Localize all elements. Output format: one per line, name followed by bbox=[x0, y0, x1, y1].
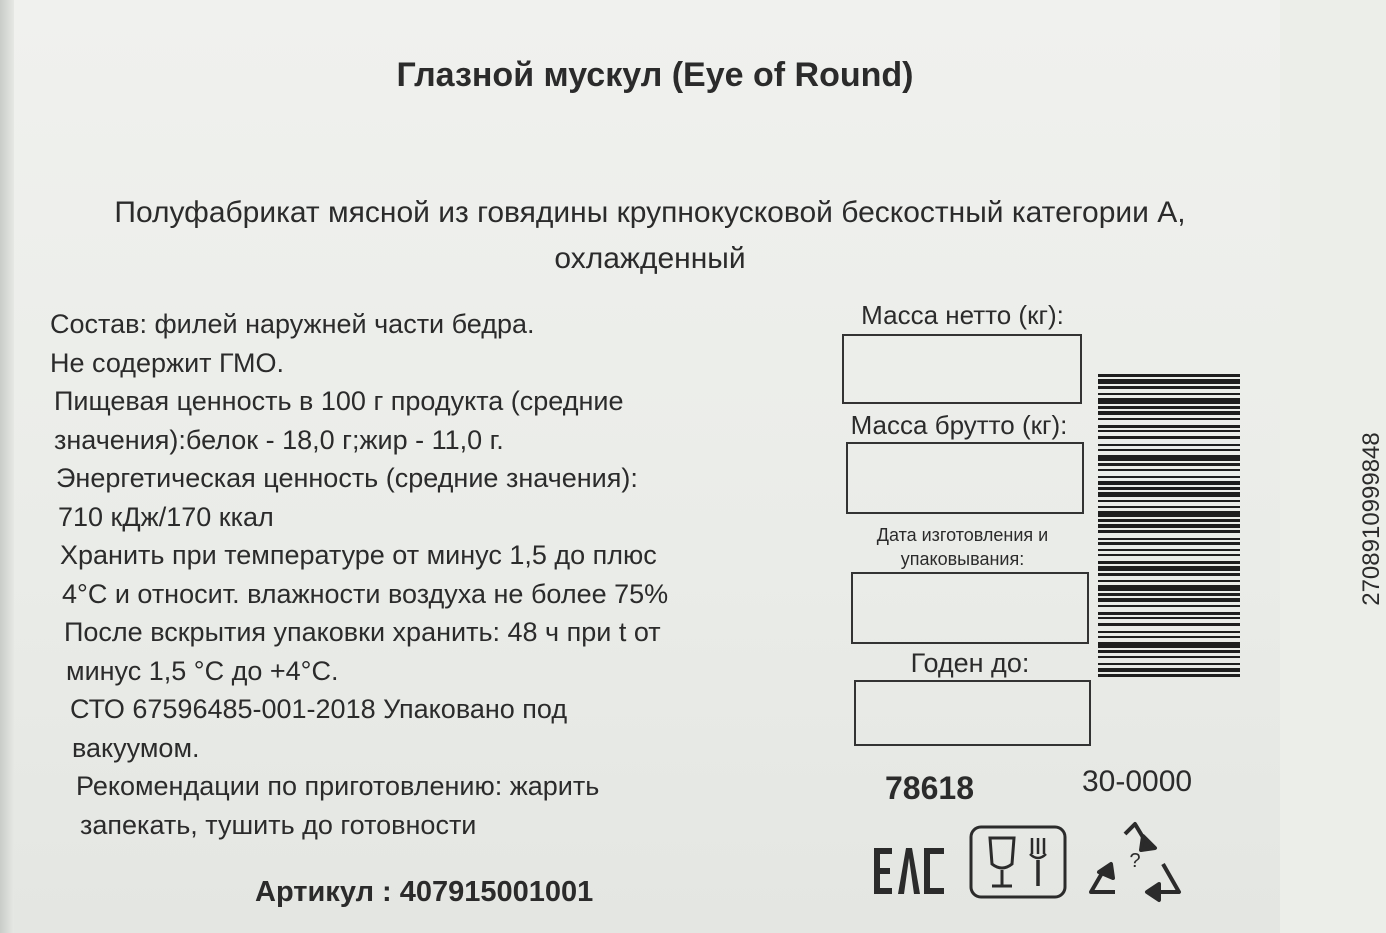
barcode-bar bbox=[1098, 585, 1240, 591]
barcode-bar bbox=[1098, 476, 1240, 478]
barcode-bar bbox=[1098, 425, 1240, 428]
eac-mark-icon bbox=[872, 846, 948, 896]
barcode-bar bbox=[1098, 554, 1240, 556]
barcode-bar bbox=[1098, 524, 1240, 528]
glass-fork-icon bbox=[968, 824, 1068, 900]
gross-mass-label: Масса брутто (кг): bbox=[850, 410, 1068, 440]
best-before-box bbox=[854, 680, 1091, 746]
composition-line: Хранить при температуре от минус 1,5 до плюс bbox=[60, 540, 657, 570]
composition-block bbox=[50, 305, 810, 844]
composition-line: Состав: филей наружней части бедра. bbox=[50, 309, 535, 339]
product-title: Глазной мускул (Eye of Round) bbox=[396, 56, 914, 94]
composition-line: запекать, тушить до готовности bbox=[80, 809, 477, 840]
barcode-bar bbox=[1098, 663, 1240, 665]
barcode-bar bbox=[1098, 444, 1240, 446]
barcode-bar bbox=[1098, 561, 1240, 564]
barcode-bar bbox=[1098, 542, 1240, 545]
barcode-bar bbox=[1098, 668, 1240, 672]
barcode-bar bbox=[1098, 379, 1240, 384]
barcode-bar bbox=[1098, 430, 1240, 432]
barcode-bar bbox=[1098, 612, 1240, 615]
composition-line: вакуумом. bbox=[72, 732, 200, 763]
barcode-bar bbox=[1098, 530, 1240, 533]
barcode-bar bbox=[1098, 519, 1240, 522]
barcode-bar bbox=[1098, 386, 1240, 389]
composition-line: Энергетическая ценность (средние значения): bbox=[56, 463, 638, 493]
production-date-box bbox=[851, 572, 1089, 644]
barcode-bar bbox=[1098, 642, 1240, 648]
barcode-bar bbox=[1098, 492, 1240, 497]
production-date-label bbox=[850, 523, 1075, 571]
barcode-bar bbox=[1098, 506, 1240, 508]
product-description bbox=[40, 190, 1260, 282]
barcode-bar bbox=[1098, 511, 1240, 517]
barcode-bar bbox=[1098, 598, 1240, 602]
recycle-code: ? bbox=[1129, 850, 1141, 872]
net-mass-label: Масса нетто (кг): bbox=[861, 300, 1064, 330]
barcode-number: 2708910999848 bbox=[1358, 432, 1385, 606]
barcode-bar bbox=[1098, 393, 1240, 395]
barcode-bar bbox=[1098, 538, 1240, 540]
barcode-bar bbox=[1098, 636, 1240, 638]
barcode-bar bbox=[1098, 573, 1240, 576]
recycle-icon bbox=[1085, 820, 1185, 906]
barcode-bar bbox=[1098, 617, 1240, 619]
barcode-bar bbox=[1098, 455, 1240, 461]
production-date-label-line-1: Дата изготовления и bbox=[876, 525, 1049, 545]
production-date-label-line-2: упаковывания: bbox=[900, 549, 1025, 569]
barcode-bar bbox=[1098, 469, 1240, 471]
composition-line: Пищевая ценность в 100 г продукта (средние bbox=[54, 386, 624, 416]
composition-line: минус 1,5 °С до +4°С. bbox=[66, 655, 339, 686]
composition-line: Не содержит ГМО. bbox=[50, 347, 285, 378]
description-line-1: Полуфабрикат мясной из говядины крупнокусковой бескостный категории А, bbox=[114, 196, 1186, 229]
composition-line: После вскрытия упаковки хранить: 48 ч при t от bbox=[64, 617, 661, 647]
barcode-bar bbox=[1098, 656, 1240, 658]
barcode-bar bbox=[1098, 398, 1240, 404]
composition-line: 4°С и относит. влажности воздуха не более 75% bbox=[62, 578, 669, 609]
barcode-bar bbox=[1098, 650, 1240, 653]
description-line-2: охлажденный bbox=[554, 242, 746, 275]
article-number: Артикул : 407915001001 bbox=[255, 876, 594, 908]
barcode-bar bbox=[1098, 374, 1240, 377]
barcode-bar bbox=[1098, 605, 1240, 607]
barcode-bar bbox=[1098, 436, 1240, 439]
composition-line: значения):белок - 18,0 г;жир - 11,0 г. bbox=[54, 424, 504, 455]
net-mass-box bbox=[842, 334, 1082, 404]
barcode-bar bbox=[1098, 463, 1240, 466]
barcode-bar bbox=[1098, 674, 1240, 677]
barcode-bar bbox=[1098, 631, 1240, 633]
composition-line: Рекомендации по приготовлению: жарить bbox=[76, 771, 600, 801]
barcode-bar bbox=[1098, 593, 1240, 596]
barcode-bar bbox=[1098, 549, 1240, 551]
barcode-bar bbox=[1098, 623, 1240, 626]
barcode-bar bbox=[1098, 481, 1240, 485]
barcode bbox=[1098, 372, 1240, 682]
barcode-bar bbox=[1098, 487, 1240, 490]
barcode-bar bbox=[1098, 406, 1240, 409]
best-before-label: Годен до: bbox=[910, 648, 1030, 678]
package-edge bbox=[0, 0, 14, 933]
gross-mass-box bbox=[846, 442, 1084, 514]
product-code: 78618 bbox=[885, 770, 974, 806]
barcode-bar bbox=[1098, 418, 1240, 420]
barcode-bar bbox=[1098, 411, 1240, 415]
composition-line: СТО 67596485-001-2018 Упаковано под bbox=[70, 694, 568, 724]
barcode-bar bbox=[1098, 500, 1240, 502]
barcode-bar bbox=[1098, 566, 1240, 571]
barcode-bar bbox=[1098, 449, 1240, 451]
composition-line: 710 кДж/170 ккал bbox=[58, 501, 274, 532]
barcode-bar bbox=[1098, 580, 1240, 582]
batch-code: 30-0000 bbox=[1082, 765, 1193, 798]
